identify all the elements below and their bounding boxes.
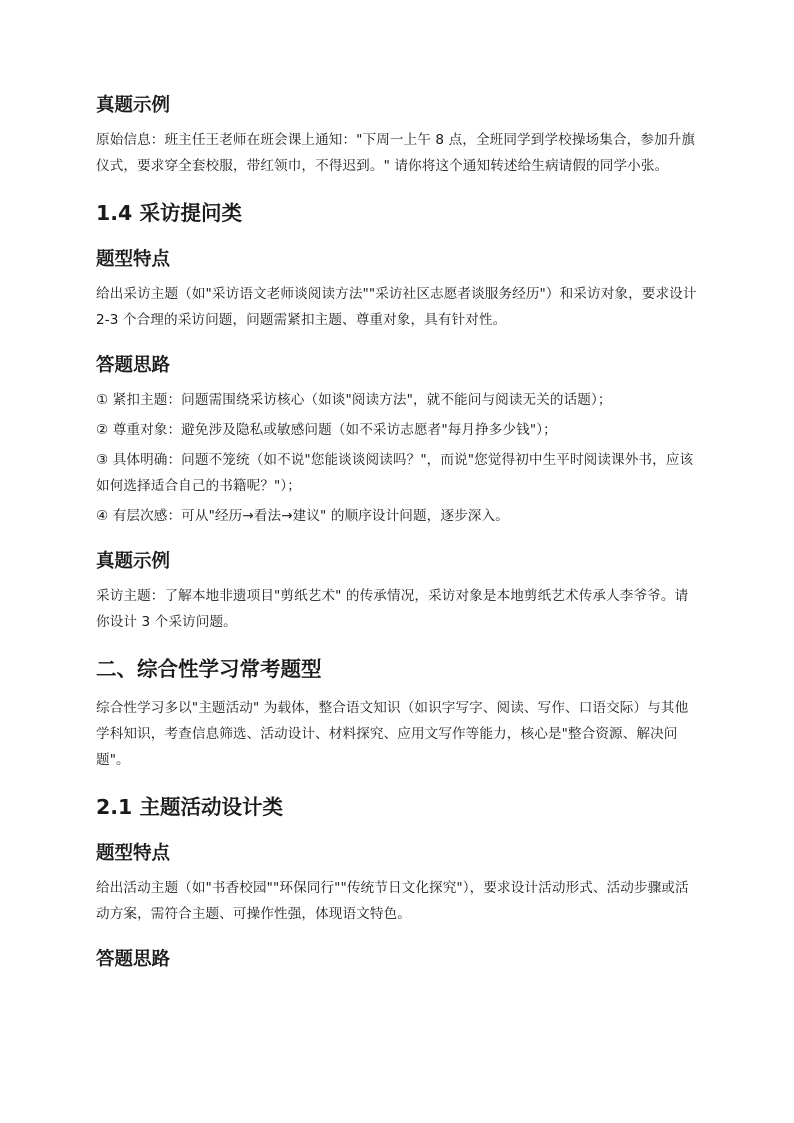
section-title-1-4: 1.4 采访提问类 bbox=[96, 201, 242, 225]
approach-item-2: ② 尊重对象：避免涉及隐私或敏感问题（如不采访志愿者"每月挣多少钱"）； bbox=[96, 422, 557, 438]
section-2-paragraph: 综合性学习多以"主题活动" 为载体，整合语文知识（如识字写字、阅读、写作、口语交际）与其他学科知识，考查信息筛选、活动设计、材料探究、应用文写作等能力，核心是"整合资源、解决问题"。 bbox=[96, 700, 689, 768]
feature-heading-2-1: 题型特点 bbox=[96, 843, 171, 864]
approach-heading-1-4: 答题思路 bbox=[96, 355, 171, 376]
feature-paragraph-2-1: 给出活动主题（如"书香校园""环保同行""传统节日文化探究"），要求设计活动形式、活动步骤或活动方案，需符合主题、可操作性强，体现语文特色。 bbox=[96, 880, 689, 922]
section-title-2-1: 2.1 主题活动设计类 bbox=[96, 795, 283, 819]
section-title-2: 二、综合性学习常考题型 bbox=[96, 657, 322, 681]
example-paragraph-2: 采访主题：了解本地非遗项目"剪纸艺术" 的传承情况，采访对象是本地剪纸艺术传承人李爷爷。请你设计 3 个采访问题。 bbox=[96, 588, 689, 630]
approach-item-4: ④ 有层次感：可从"经历→看法→建议" 的顺序设计问题，逐步深入。 bbox=[96, 508, 509, 524]
approach-item-1: ① 紧扣主题：问题需围绕采访核心（如谈"阅读方法"，就不能问与阅读无关的话题）； bbox=[96, 392, 612, 408]
approach-heading-2-1: 答题思路 bbox=[96, 949, 171, 970]
feature-heading-1-4: 题型特点 bbox=[96, 249, 171, 270]
example-heading-2: 真题示例 bbox=[96, 551, 171, 572]
example-heading-1: 真题示例 bbox=[96, 95, 171, 116]
feature-paragraph-1-4: 给出采访主题（如"采访语文老师谈阅读方法""采访社区志愿者谈服务经历"）和采访对象，要求设计 2-3 个合理的采访问题，问题需紧扣主题、尊重对象，具有针对性。 bbox=[96, 286, 697, 328]
example-paragraph-1: 原始信息：班主任王老师在班会课上通知："下周一上午 8 点，全班同学到学校操场集合，参加升旗仪式，要求穿全套校服，带红领巾，不得迟到。" 请你将这个通知转述给生病请假的同学小张。 bbox=[96, 132, 696, 174]
approach-item-3: ③ 具体明确：问题不笼统（如不说"您能谈谈阅读吗？"，而说"您觉得初中生平时阅读课外书，应该如何选择适合自己的书籍呢？"）； bbox=[96, 452, 694, 494]
